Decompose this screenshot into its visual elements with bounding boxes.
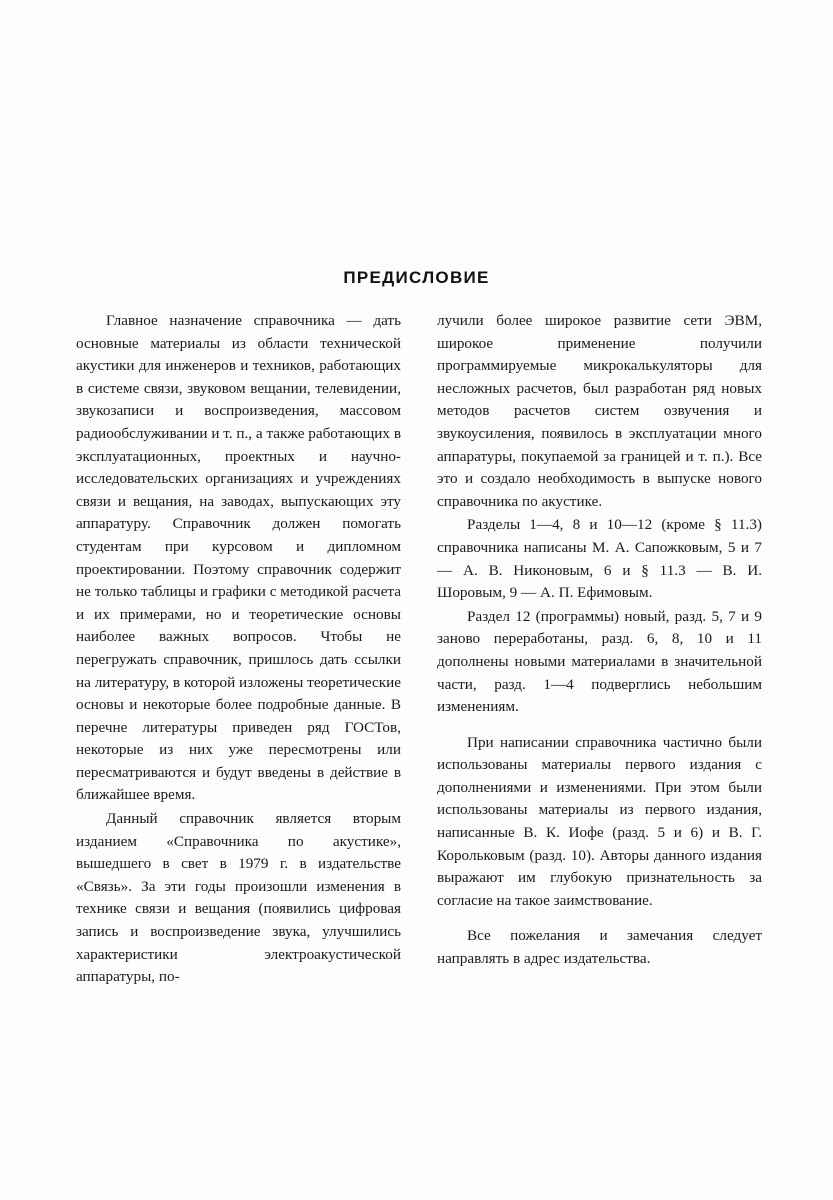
paragraph: Разделы 1—4, 8 и 10—12 (кроме § 11.3) справочника написаны М. А. Сапожковым, 5 и 7 — А. В. Никоновым, 6 и § 11.3 — В. И. Шоровым, 9 — А. П. Ефимовым. xyxy=(437,516,762,602)
left-column xyxy=(76,310,401,989)
paragraph: Раздел 12 (программы) новый, разд. 5, 7 и 9 заново переработаны, разд. 6, 8, 10 и 11 дополнены новыми материалами в значительной части, разд. 1—4 подверглись небольшим изменениям. xyxy=(437,607,762,716)
paragraph: Главное назначение справочника — дать основные материалы из области технической акустики для инженеров и техников, работающих в системе связи, звуковом вещании, телевидении, звукозаписи и воспроизведения, массовом радиообслуживании и т. п., а также работающих в эксплуатационных, проектных и научно-исследовательских организациях и учреждениях связи и вещания, на заводах, выпускающих эту аппаратуру. Справочник должен помогать студентам при курсовом и дипломном проектировании. Поэтому справочник содержит не только таблицы и графики с методикой расчета и их примерами, но и теоретические основы наиболее важных вопросов. Чтобы не перегружать справочник, пришлось дать ссылки на литературу, в которой изложены теоретические основы и некоторые более подробные данные. В перечне литературы приведен ряд ГОСТов, некоторые из них уже пересмотрены или пересматриваются и будут введены в действие в ближайшее время. xyxy=(76,312,401,804)
paragraph: Данный справочник является вторым изданием «Справочника по акустике», вышедшего в свет в 1979 г. в издательстве «Связь». За эти годы произошли изменения в технике связи и вещания (появились цифровая запись и воспроизведение звука, улучшились характеристики электроакустической аппаратуры, по- xyxy=(76,810,401,986)
paragraph: лучили более широкое развитие сети ЭВМ, широкое применение получили программируемые микрокалькуляторы для несложных расчетов, был разработан ряд новых методов расчетов систем озвучения и звукоусиления, появилось в эксплуатации много аппаратуры, покупаемой за границей и т. п.). Все это и создало необходимость в выпуске нового справочника по акустике. xyxy=(437,312,762,510)
two-column-body xyxy=(76,310,762,989)
page-title: ПРЕДИСЛОВИЕ xyxy=(343,268,490,287)
paragraph: Все пожелания и замечания следует направлять в адрес издательства. xyxy=(437,927,762,968)
paragraph: При написании справочника частично были использованы материалы первого издания с дополнениями и изменениями. При этом были использованы материалы из первого издания, написанные В. К. Иофе (разд. 5 и 6) и В. Г. Корольковым (разд. 10). Авторы данного издания выражают им глубокую признательность за согласие на такое заимствование. xyxy=(437,733,762,909)
right-column xyxy=(437,310,762,989)
